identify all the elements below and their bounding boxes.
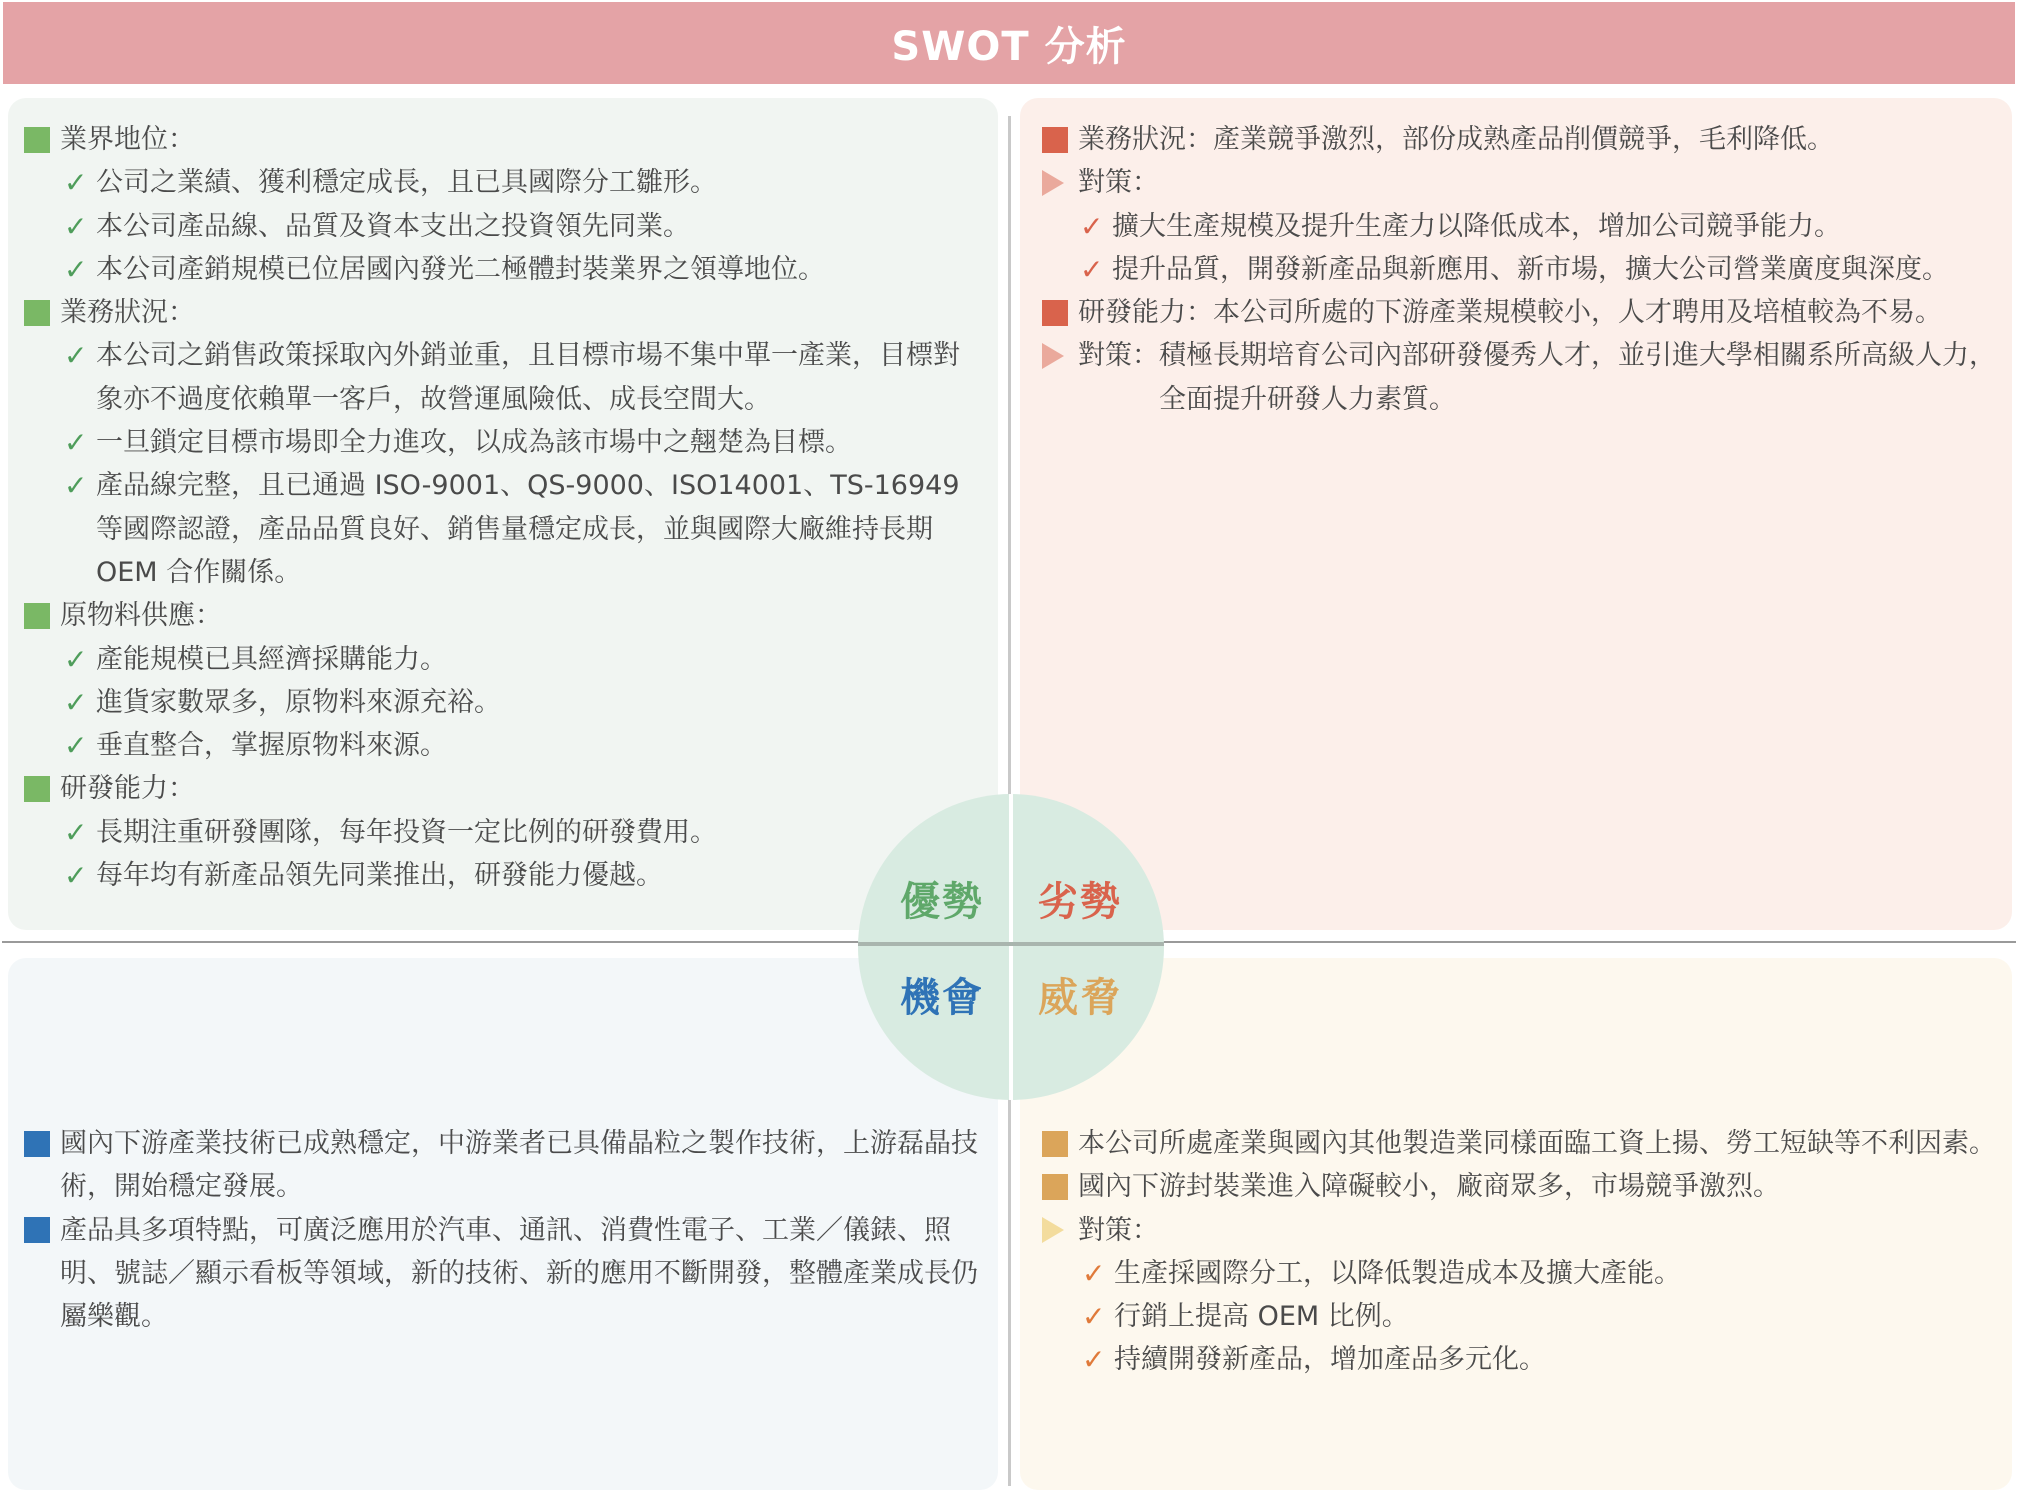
check-icon: ✓ bbox=[64, 339, 88, 373]
check-icon: ✓ bbox=[1082, 1300, 1106, 1334]
check-icon: ✓ bbox=[64, 859, 88, 893]
opportunity-item: 國內下游產業技術已成熟穩定，中游業者已具備晶粒之製作技術，上游磊晶技術，開始穩定發展。 bbox=[24, 1122, 984, 1209]
strength-item: ✓ 產品線完整，且已通過 ISO-9001、QS-9000、ISO14001、TS-16949 等國際認證，產品品質良好、銷售量穩定成長，並與國際大廠維持長期 OEM 合作關係。 bbox=[24, 464, 984, 594]
opportunities-content bbox=[24, 1122, 984, 1338]
strengths-content bbox=[24, 118, 984, 897]
triangle-bullet-icon bbox=[1042, 161, 1078, 204]
strength-item: ✓ 進貨家數眾多，原物料來源充裕。 bbox=[24, 681, 984, 724]
square-bullet-icon bbox=[24, 1209, 60, 1252]
square-bullet-icon bbox=[24, 1122, 60, 1165]
square-bullet-icon bbox=[1042, 118, 1078, 161]
check-icon: ✓ bbox=[64, 729, 88, 763]
strength-item: ✓ 產能規模已具經濟採購能力。 bbox=[24, 638, 984, 681]
circle-vertical-divider bbox=[1009, 794, 1013, 1100]
check-icon: ✓ bbox=[64, 166, 88, 200]
strength-item: ✓ 長期注重研發團隊，每年投資一定比例的研發費用。 bbox=[24, 811, 984, 854]
strength-item: ✓ 每年均有新產品領先同業推出，研發能力優越。 bbox=[24, 854, 984, 897]
countermeasure-item: ✓ 行銷上提高 OEM 比例。 bbox=[1042, 1295, 2002, 1338]
countermeasure-text: 積極長期培育公司內部研發優秀人才，並引進大學相關系所高級人力，全面提升研發人力素質。 bbox=[1159, 340, 1996, 415]
weaknesses-content bbox=[1042, 118, 2002, 421]
weakness-item: 研發能力：本公司所處的下游產業規模較小，人才聘用及培植較為不易。 bbox=[1042, 291, 2002, 334]
check-icon: ✓ bbox=[1080, 209, 1104, 243]
strength-heading: 業界地位： bbox=[24, 118, 984, 161]
threat-item: 本公司所處產業與國內其他製造業同樣面臨工資上揚、勞工短缺等不利因素。 bbox=[1042, 1122, 2002, 1165]
check-icon: ✓ bbox=[64, 426, 88, 460]
strength-item: ✓ 一旦鎖定目標市場即全力進攻，以成為該市場中之翹楚為目標。 bbox=[24, 421, 984, 464]
swot-center-circle bbox=[858, 794, 1164, 1100]
check-icon: ✓ bbox=[64, 815, 88, 849]
square-bullet-icon bbox=[24, 118, 60, 161]
check-icon: ✓ bbox=[64, 469, 88, 503]
check-icon: ✓ bbox=[64, 685, 88, 719]
strength-item: ✓ 本公司之銷售政策採取內外銷並重，且目標市場不集中單一產業，目標對象亦不過度依賴單一客戶，故營運風險低、成長空間大。 bbox=[24, 334, 984, 421]
strength-item: ✓ 公司之業績、獲利穩定成長，且已具國際分工雛形。 bbox=[24, 161, 984, 204]
check-icon: ✓ bbox=[1082, 1256, 1106, 1290]
square-bullet-icon bbox=[24, 767, 60, 810]
opportunity-item: 產品具多項特點，可廣泛應用於汽車、通訊、消費性電子、工業／儀錶、照明、號誌／顯示看板等領域，新的技術、新的應用不斷開發，整體產業成長仍屬樂觀。 bbox=[24, 1209, 984, 1339]
countermeasure-item: ✓ 擴大生產規模及提升生產力以降低成本，增加公司競爭能力。 bbox=[1042, 205, 2002, 248]
countermeasure-lead: 對策： bbox=[1078, 340, 1159, 372]
header-bar bbox=[3, 2, 2015, 84]
strength-heading: 業務狀況： bbox=[24, 291, 984, 334]
triangle-bullet-icon bbox=[1042, 1209, 1078, 1252]
triangle-bullet-icon bbox=[1042, 334, 1078, 377]
strength-heading: 研發能力： bbox=[24, 767, 984, 810]
countermeasure-item: ✓ 生產採國際分工，以降低製造成本及擴大產能。 bbox=[1042, 1252, 2002, 1295]
countermeasure-item: ✓ 持續開發新產品，增加產品多元化。 bbox=[1042, 1338, 2002, 1381]
threats-label: 威脅 bbox=[1038, 975, 1122, 1021]
square-bullet-icon bbox=[24, 594, 60, 637]
strength-heading: 原物料供應： bbox=[24, 594, 984, 637]
check-icon: ✓ bbox=[64, 209, 88, 243]
page-title: SWOT 分析 bbox=[891, 23, 1127, 70]
threats-content bbox=[1042, 1122, 2002, 1382]
countermeasure-heading: 對策： bbox=[1042, 161, 2002, 204]
square-bullet-icon bbox=[1042, 1122, 1078, 1165]
square-bullet-icon bbox=[1042, 291, 1078, 334]
opportunities-label: 機會 bbox=[900, 975, 984, 1021]
strengths-label: 優勢 bbox=[900, 879, 984, 925]
countermeasure-heading: 對策： bbox=[1042, 1209, 2002, 1252]
check-icon: ✓ bbox=[64, 252, 88, 286]
check-icon: ✓ bbox=[1080, 252, 1104, 286]
strength-item: ✓ 本公司產銷規模已位居國內發光二極體封裝業界之領導地位。 bbox=[24, 248, 984, 291]
square-bullet-icon bbox=[24, 291, 60, 334]
strength-item: ✓ 垂直整合，掌握原物料來源。 bbox=[24, 724, 984, 767]
check-icon: ✓ bbox=[64, 642, 88, 676]
circle-horizontal-divider bbox=[858, 942, 1164, 946]
threat-item: 國內下游封裝業進入障礙較小，廠商眾多，市場競爭激烈。 bbox=[1042, 1165, 2002, 1208]
check-icon: ✓ bbox=[1082, 1343, 1106, 1377]
weaknesses-label: 劣勢 bbox=[1038, 879, 1122, 925]
countermeasure-detail bbox=[1042, 334, 2002, 421]
square-bullet-icon bbox=[1042, 1165, 1078, 1208]
weakness-item: 業務狀況：產業競爭激烈，部份成熟產品削價競爭，毛利降低。 bbox=[1042, 118, 2002, 161]
countermeasure-item: ✓ 提升品質，開發新產品與新應用、新市場，擴大公司營業廣度與深度。 bbox=[1042, 248, 2002, 291]
strength-item: ✓ 本公司產品線、品質及資本支出之投資領先同業。 bbox=[24, 205, 984, 248]
